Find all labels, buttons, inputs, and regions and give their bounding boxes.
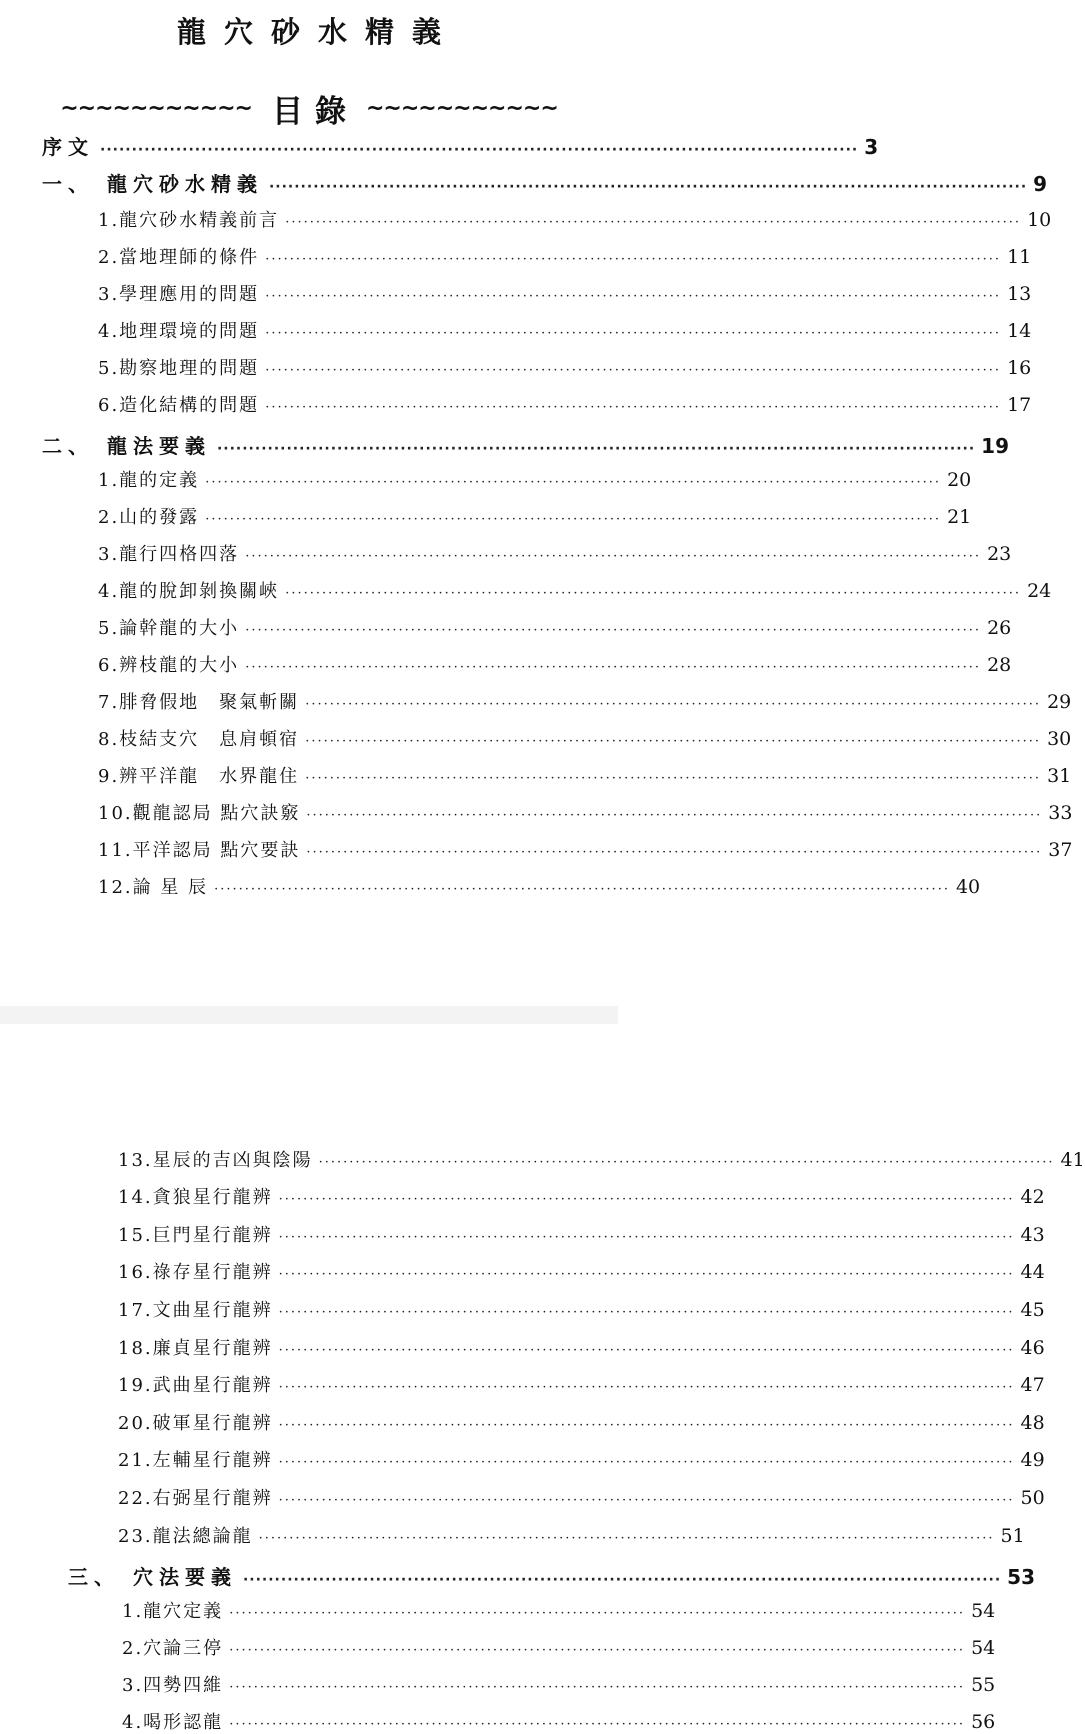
entry-page-number: 54 [971, 1600, 996, 1622]
leader-dots: ························································································································ [100, 142, 859, 158]
entry-page-number: 55 [971, 1674, 996, 1696]
toc-entry[interactable] [98, 391, 1032, 417]
entry-label: 10.觀龍認局 點穴訣竅 [98, 803, 301, 824]
leader-dots: ························································································································ [229, 1680, 966, 1695]
entry-label: 2.山的發露 [98, 507, 200, 528]
leader-dots: ························································································································ [278, 1230, 1015, 1245]
entry-page-number: 13 [1007, 283, 1032, 305]
entry-page-number: 44 [1020, 1261, 1045, 1283]
entry-label: 14.貪狼星行龍辨 [118, 1187, 273, 1208]
toc-entry[interactable] [122, 1634, 996, 1660]
entry-page-number: 23 [987, 543, 1012, 565]
leader-dots: ························································································································ [305, 771, 1042, 786]
entry-page-number: 50 [1020, 1487, 1045, 1509]
entry-label: 19.武曲星行龍辨 [118, 1375, 273, 1396]
entry-page-number: 51 [1000, 1525, 1025, 1547]
toc-entry[interactable] [98, 540, 1012, 566]
toc-heading [0, 86, 618, 131]
entry-label: 1.龍穴定義 [122, 1601, 224, 1622]
leader-dots: ························································································································ [278, 1493, 1015, 1508]
toc-entry[interactable] [98, 651, 1012, 677]
entry-page-number: 19 [981, 434, 1010, 458]
entry-label: 22.右弼星行龍辨 [118, 1488, 273, 1509]
toc-section-entry[interactable] [42, 131, 879, 160]
toc-entry[interactable] [122, 1597, 996, 1623]
leader-dots: ························································································································ [278, 1192, 1015, 1207]
leader-dots: ························································································································ [265, 289, 1002, 304]
leader-dots: ························································································································ [278, 1380, 1015, 1395]
leader-dots: ························································································································ [285, 586, 1022, 601]
leader-dots: ························································································································ [242, 1572, 1002, 1588]
entry-label: 1.龍的定義 [98, 470, 200, 491]
entry-label: 7.腓脅假地 聚氣斬關 [98, 692, 300, 713]
toc-entry[interactable] [98, 206, 1052, 232]
entry-label: 16.祿存星行龍辨 [118, 1262, 273, 1283]
entry-label: 二、 龍法要義 [42, 434, 211, 458]
entry-label: 3.四勢四維 [122, 1675, 224, 1696]
leader-dots: ························································································································ [245, 660, 982, 675]
leader-dots: ························································································································ [216, 441, 976, 457]
toc-entry[interactable] [118, 1409, 1045, 1435]
entry-label: 17.文曲星行龍辨 [118, 1300, 273, 1321]
entry-label: 8.枝結支穴 息肩頓宿 [98, 729, 300, 750]
toc-entry[interactable] [118, 1221, 1045, 1247]
entry-label: 12.論 星 辰 [98, 877, 209, 898]
entry-label: 23.龍法總論龍 [118, 1526, 253, 1547]
toc-entry[interactable] [122, 1708, 996, 1734]
toc-entry[interactable] [122, 1671, 996, 1697]
entry-page-number: 24 [1027, 580, 1052, 602]
entry-label: 5.論幹龍的大小 [98, 618, 240, 639]
toc-entry[interactable] [98, 577, 1052, 603]
leader-dots: ························································································································ [265, 326, 1002, 341]
toc-entry[interactable] [98, 354, 1032, 380]
leader-dots: ························································································································ [305, 697, 1042, 712]
entry-page-number: 43 [1020, 1224, 1045, 1246]
toc-entry[interactable] [98, 762, 1072, 788]
leader-dots: ························································································································ [305, 734, 1042, 749]
toc-entry[interactable] [98, 799, 1073, 825]
entry-page-number: 46 [1020, 1337, 1045, 1359]
entry-label: 序文 [42, 135, 94, 159]
entry-page-number: 41 [1060, 1149, 1085, 1171]
toc-entry[interactable] [98, 280, 1032, 306]
entry-page-number: 33 [1048, 802, 1073, 824]
leader-dots: ························································································································ [278, 1343, 1015, 1358]
entry-page-number: 14 [1007, 320, 1032, 342]
entry-page-number: 29 [1047, 691, 1072, 713]
toc-entry[interactable] [118, 1522, 1025, 1548]
entry-label: 3.學理應用的問題 [98, 284, 260, 305]
entry-label: 三、 穴法要義 [68, 1565, 237, 1589]
entry-label: 4.喝形認龍 [122, 1712, 224, 1733]
entry-page-number: 17 [1007, 394, 1032, 416]
leader-dots: ························································································································ [245, 623, 982, 638]
leader-dots: ························································································································ [205, 512, 942, 527]
entry-label: 4.地理環境的問題 [98, 321, 260, 342]
leader-dots: ························································································································ [265, 252, 1002, 267]
leader-dots: ························································································································ [258, 1531, 995, 1546]
toc-entry[interactable] [98, 688, 1072, 714]
entry-page-number: 49 [1020, 1449, 1045, 1471]
entry-page-number: 48 [1020, 1412, 1045, 1434]
toc-section-entry[interactable] [68, 1561, 1036, 1590]
entry-label: 11.平洋認局 點穴要訣 [98, 840, 301, 861]
toc-entry[interactable] [98, 503, 972, 529]
leader-dots: ························································································································ [229, 1643, 966, 1658]
toc-entry[interactable] [98, 836, 1073, 862]
entry-label: 6.辨枝龍的大小 [98, 655, 240, 676]
entry-label: 5.勘察地理的問題 [98, 358, 260, 379]
toc-entry[interactable] [98, 725, 1072, 751]
toc-entry[interactable] [118, 1371, 1045, 1397]
toc-entry[interactable] [118, 1446, 1045, 1472]
leader-dots: ························································································································ [306, 845, 1043, 860]
toc-entry[interactable] [118, 1146, 1085, 1172]
entry-page-number: 56 [971, 1711, 996, 1733]
entry-page-number: 26 [987, 617, 1012, 639]
entry-label: 2.穴論三停 [122, 1638, 224, 1659]
entry-page-number: 16 [1007, 357, 1032, 379]
leader-dots: ························································································································ [285, 215, 1022, 230]
entry-page-number: 47 [1020, 1374, 1045, 1396]
entry-page-number: 30 [1047, 728, 1072, 750]
entry-page-number: 40 [955, 876, 981, 898]
entry-page-number: 54 [971, 1637, 996, 1659]
tilde-ornament-left: ~~~~~~~~~~~ [60, 96, 252, 121]
toc-entry[interactable] [118, 1334, 1045, 1360]
book-title: 龍穴砂水精義 [176, 15, 459, 49]
toc-entry[interactable] [118, 1183, 1045, 1209]
leader-dots: ························································································································ [318, 1155, 1055, 1170]
toc-entry[interactable] [118, 1296, 1045, 1322]
entry-label: 3.龍行四格四落 [98, 544, 240, 565]
leader-dots: ························································································································ [278, 1267, 1015, 1282]
entry-page-number: 37 [1048, 839, 1073, 861]
leader-dots: ························································································································ [229, 1606, 966, 1621]
toc-entry[interactable] [118, 1258, 1045, 1284]
toc-entry[interactable] [98, 317, 1032, 343]
entry-page-number: 20 [947, 469, 972, 491]
leader-dots: ························································································································ [306, 808, 1043, 823]
entry-page-number: 3 [864, 135, 879, 159]
tilde-ornament-right: ~~~~~~~~~~~ [366, 96, 558, 121]
toc-entry[interactable] [98, 614, 1012, 640]
toc-entry[interactable] [98, 466, 972, 492]
page-separator [0, 1006, 618, 1024]
entry-page-number: 53 [1007, 1565, 1036, 1589]
entry-page-number: 9 [1033, 172, 1048, 196]
entry-page-number: 11 [1007, 246, 1032, 268]
leader-dots: ························································································································ [268, 179, 1028, 195]
leader-dots: ························································································································ [229, 1717, 966, 1732]
toc-entry[interactable] [98, 873, 981, 899]
leader-dots: ························································································································ [205, 475, 942, 490]
toc-heading-text: 目錄 [272, 94, 358, 130]
leader-dots: ························································································································ [278, 1455, 1015, 1470]
entry-label: 9.辨平洋龍 水界龍住 [98, 766, 300, 787]
entry-page-number: 10 [1027, 209, 1052, 231]
entry-label: 21.左輔星行龍辨 [118, 1450, 273, 1471]
leader-dots: ························································································································ [265, 400, 1002, 415]
leader-dots: ························································································································ [214, 882, 950, 897]
entry-label: 1.龍穴砂水精義前言 [98, 210, 280, 231]
entry-label: 15.巨門星行龍辨 [118, 1225, 273, 1246]
entry-page-number: 42 [1020, 1186, 1045, 1208]
toc-entry[interactable] [98, 243, 1032, 269]
entry-label: 一、 龍穴砂水精義 [42, 172, 263, 196]
entry-label: 4.龍的脫卸剝換關峽 [98, 581, 280, 602]
entry-label: 20.破軍星行龍辨 [118, 1413, 273, 1434]
leader-dots: ························································································································ [245, 549, 982, 564]
toc-page-2 [0, 1024, 1085, 1733]
entry-page-number: 28 [987, 654, 1012, 676]
entry-label: 13.星辰的吉凶與陰陽 [118, 1150, 313, 1171]
toc-entry[interactable] [118, 1484, 1045, 1510]
entry-page-number: 31 [1047, 765, 1072, 787]
entry-page-number: 21 [947, 506, 972, 528]
entry-label: 2.當地理師的條件 [98, 247, 260, 268]
toc-section-entry[interactable] [42, 430, 1010, 459]
leader-dots: ························································································································ [265, 363, 1002, 378]
entry-page-number: 45 [1020, 1299, 1045, 1321]
leader-dots: ························································································································ [278, 1305, 1015, 1320]
entry-label: 6.造化結構的問題 [98, 395, 260, 416]
leader-dots: ························································································································ [278, 1418, 1015, 1433]
entry-label: 18.廉貞星行龍辨 [118, 1338, 273, 1359]
toc-section-entry[interactable] [42, 168, 1048, 197]
